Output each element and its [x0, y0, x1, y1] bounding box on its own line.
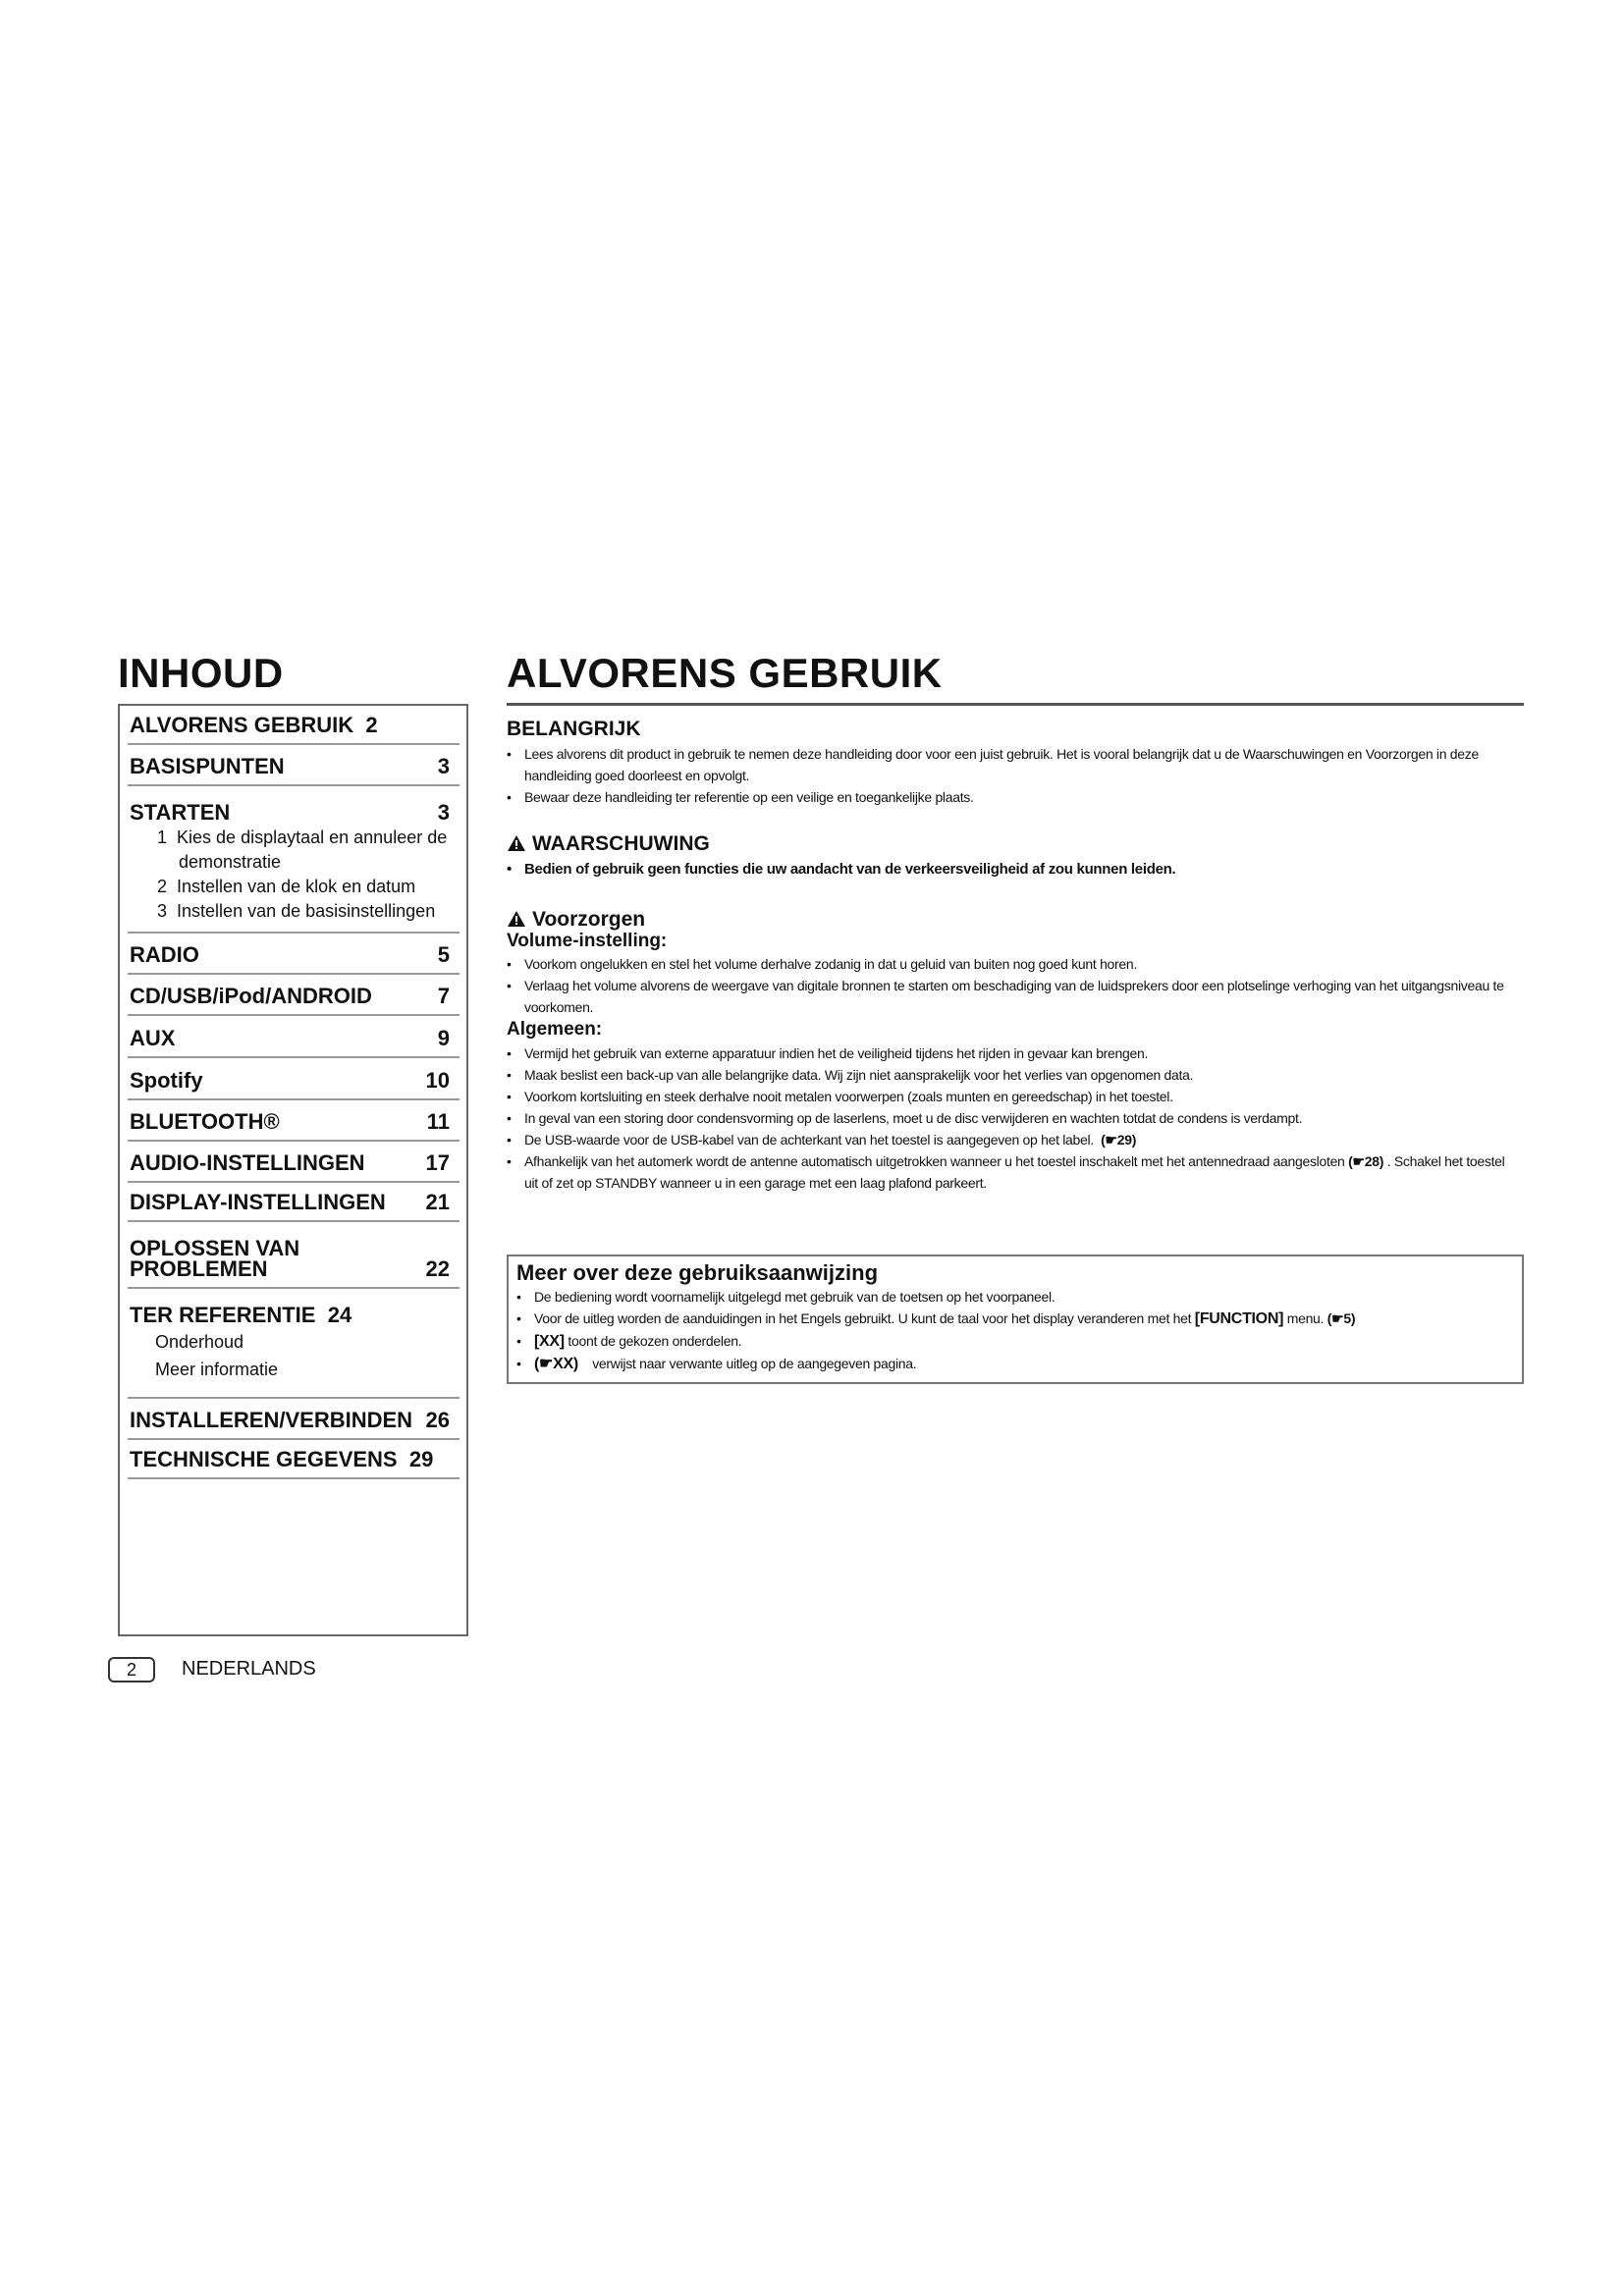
toc-entry-title: AUX: [130, 1026, 176, 1050]
toc-entry-page: 11: [426, 1109, 450, 1134]
bullet-item: • [XX] toont de gekozen onderdelen.: [516, 1330, 1508, 1353]
volume-list: [507, 953, 1524, 1018]
toc-entry-page: 3: [437, 754, 450, 778]
toc-entry-page: 9: [437, 1026, 450, 1050]
waarschuwing-list: [507, 859, 1524, 881]
toc-entry-title: INSTALLEREN/VERBINDEN: [130, 1408, 413, 1432]
heading-rule: [507, 703, 1524, 706]
waarschuwing-heading: WAARSCHUWING: [507, 832, 710, 856]
toc-sub-item-cont: demonstratie: [179, 852, 282, 872]
page-ref-link[interactable]: (☛28): [1348, 1153, 1384, 1169]
warning-icon: [507, 834, 526, 852]
toc-entry-title: BASISPUNTEN: [130, 754, 285, 778]
algemeen-heading: Algemeen:: [507, 1019, 603, 1040]
algemeen-list: [507, 1042, 1524, 1194]
toc-entry-title: BLUETOOTH®: [130, 1109, 280, 1134]
toc-sub-item[interactable]: Meer informatie: [155, 1360, 279, 1379]
toc-entry-page: 22: [425, 1256, 450, 1281]
toc-entry-spotify[interactable]: [128, 1058, 460, 1100]
toc-sub-item[interactable]: 2 Instellen van de klok en datum: [157, 877, 416, 896]
toc-entry-title: CD/USB/iPod/ANDROID: [130, 984, 372, 1008]
toc-sub-item[interactable]: 1 Kies de displaytaal en annuleer de: [157, 828, 448, 847]
bullet-item: • Maak beslist een back-up van alle belangrijke data. Wij zijn niet aansprakelijk voor het verlies van opgenomen data.: [507, 1064, 1524, 1086]
belangrijk-heading: BELANGRIJK: [507, 718, 641, 740]
info-list: [516, 1286, 1508, 1375]
toc-entry-title-line2: PROBLEMEN: [130, 1256, 268, 1281]
toc-entry-aux[interactable]: [128, 1016, 460, 1058]
page-ref-link[interactable]: (☛5): [1326, 1310, 1356, 1326]
toc-entry-page: 26: [425, 1408, 450, 1432]
toc-entry-oplossen[interactable]: [128, 1222, 460, 1289]
bullet-item: • In geval van een storing door condensvorming op de laserlens, moet u de disc verwijderen en wachten totdat de condens is verdampt.: [507, 1107, 1524, 1129]
main-heading: ALVORENS GEBRUIK: [507, 650, 943, 696]
bullet-item: • Voor de uitleg worden de aanduidingen in het Engels gebruikt. U kunt de taal voor het display veranderen met het [FUNCTION] menu. (☛5): [516, 1308, 1508, 1330]
footer-language: NEDERLANDS: [182, 1658, 316, 1680]
toc-entry-title: TECHNISCHE GEGEVENS 29: [130, 1447, 434, 1471]
toc-entry-page: 3: [437, 800, 450, 825]
toc-entry-title: STARTEN: [130, 800, 231, 825]
bullet-item: • Afhankelijk van het automerk wordt de antenne automatisch uitgetrokken wanneer u het toestel inschakelt met het antennedraad aangesloten (☛28) . Schakel het toestel: [507, 1150, 1524, 1172]
bullet-item: • De USB-waarde voor de USB-kabel van de achterkant van het toestel is aangegeven op het label. (☛29): [507, 1129, 1524, 1150]
info-heading: Meer over deze gebruiksaanwijzing: [516, 1260, 879, 1285]
belangrijk-list: [507, 743, 1524, 808]
toc-entry-bluetooth[interactable]: [128, 1100, 460, 1142]
toc-entry-title: TER REFERENTIE 24: [130, 1303, 352, 1327]
toc-entry-audio-instellingen[interactable]: [128, 1142, 460, 1183]
bullet-item: • Voorkom kortsluiting en steek derhalve nooit metalen voorwerpen (zoals munten en gereedschap) in het toestel.: [507, 1086, 1524, 1107]
key-label: [FUNCTION]: [1194, 1310, 1284, 1327]
page-number: 2: [108, 1657, 155, 1682]
bullet-item: • Verlaag het volume alvorens de weergave van digitale bronnen te starten om beschadiging van de luidsprekers door een plotselinge verhoging van het uitgangsniveau te: [507, 975, 1524, 996]
toc-entry-title: OPLOSSEN VAN: [130, 1236, 300, 1260]
bullet-item-cont: handleiding goed doorleest en opvolgt.: [524, 768, 750, 783]
toc-sub-item[interactable]: Onderhoud: [155, 1332, 244, 1352]
info-box: [507, 1255, 1524, 1384]
toc-heading: INHOUD: [118, 650, 284, 696]
toc-entry-display-instellingen[interactable]: [128, 1183, 460, 1222]
toc-entry-title: AUDIO-INSTELLINGEN: [130, 1150, 365, 1175]
toc-entry-alvorens-gebruik[interactable]: [128, 706, 460, 745]
toc-entry-radio[interactable]: [128, 934, 460, 975]
bullet-item: • Bewaar deze handleiding ter referentie op een veilige en toegankelijke plaats.: [507, 786, 1524, 808]
toc-entry-installeren[interactable]: [128, 1399, 460, 1440]
toc-entry-cd-usb[interactable]: [128, 975, 460, 1016]
toc-box: [118, 704, 468, 1636]
toc-entry-page: 17: [425, 1150, 450, 1175]
bullet-item: • Bedien of gebruik geen functies die uw aandacht van de verkeersveiligheid af zou kunnen leiden.: [507, 859, 1524, 881]
toc-entry-title: ALVORENS GEBRUIK 2: [130, 713, 378, 737]
bullet-item: • Vermijd het gebruik van externe apparatuur indien het de veiligheid tijdens het rijden in gevaar kan brengen.: [507, 1042, 1524, 1064]
bullet-item-cont: uit of zet op STANDBY wanneer u in een garage met een laag plafond parkeert.: [524, 1175, 987, 1191]
toc-entry-title: RADIO: [130, 942, 199, 967]
toc-entry-basispunten[interactable]: [128, 745, 460, 786]
toc-entry-technische-gegevens[interactable]: [128, 1440, 460, 1479]
bullet-item-cont: voorkomen.: [524, 999, 594, 1015]
page-ref-link[interactable]: (☛29): [1101, 1132, 1137, 1148]
toc-entry-page: 10: [425, 1068, 450, 1093]
caution-icon: [507, 910, 526, 928]
bullet-item: • De bediening wordt voornamelijk uitgelegd met gebruik van de toetsen op het voorpaneel.: [516, 1286, 1508, 1308]
toc-entry-page: 7: [437, 984, 450, 1008]
bullet-item: • Voorkom ongelukken en stel het volume derhalve zodanig in dat u geluid van buiten nog goed kunt horen.: [507, 953, 1524, 975]
key-label: [XX]: [534, 1333, 565, 1350]
toc-entry-title: Spotify: [130, 1068, 203, 1093]
toc-entry-page: 21: [425, 1190, 450, 1214]
ref-example: (☛XX): [534, 1356, 578, 1372]
voorzorgen-heading: Voorzorgen: [507, 908, 645, 932]
volume-heading: Volume-instelling:: [507, 931, 668, 951]
bullet-item: • Lees alvorens dit product in gebruik te nemen deze handleiding door voor een juist gebruik. Het is vooral belangrijk dat u de Waarschuwingen en Voorzorgen in deze: [507, 743, 1524, 765]
toc-entry-title: DISPLAY-INSTELLINGEN: [130, 1190, 386, 1214]
toc-sub-item[interactable]: 3 Instellen van de basisinstellingen: [157, 901, 436, 921]
bullet-item: • (☛XX) verwijst naar verwante uitleg op de aangegeven pagina.: [516, 1353, 1508, 1375]
toc-entry-page: 5: [437, 942, 450, 967]
